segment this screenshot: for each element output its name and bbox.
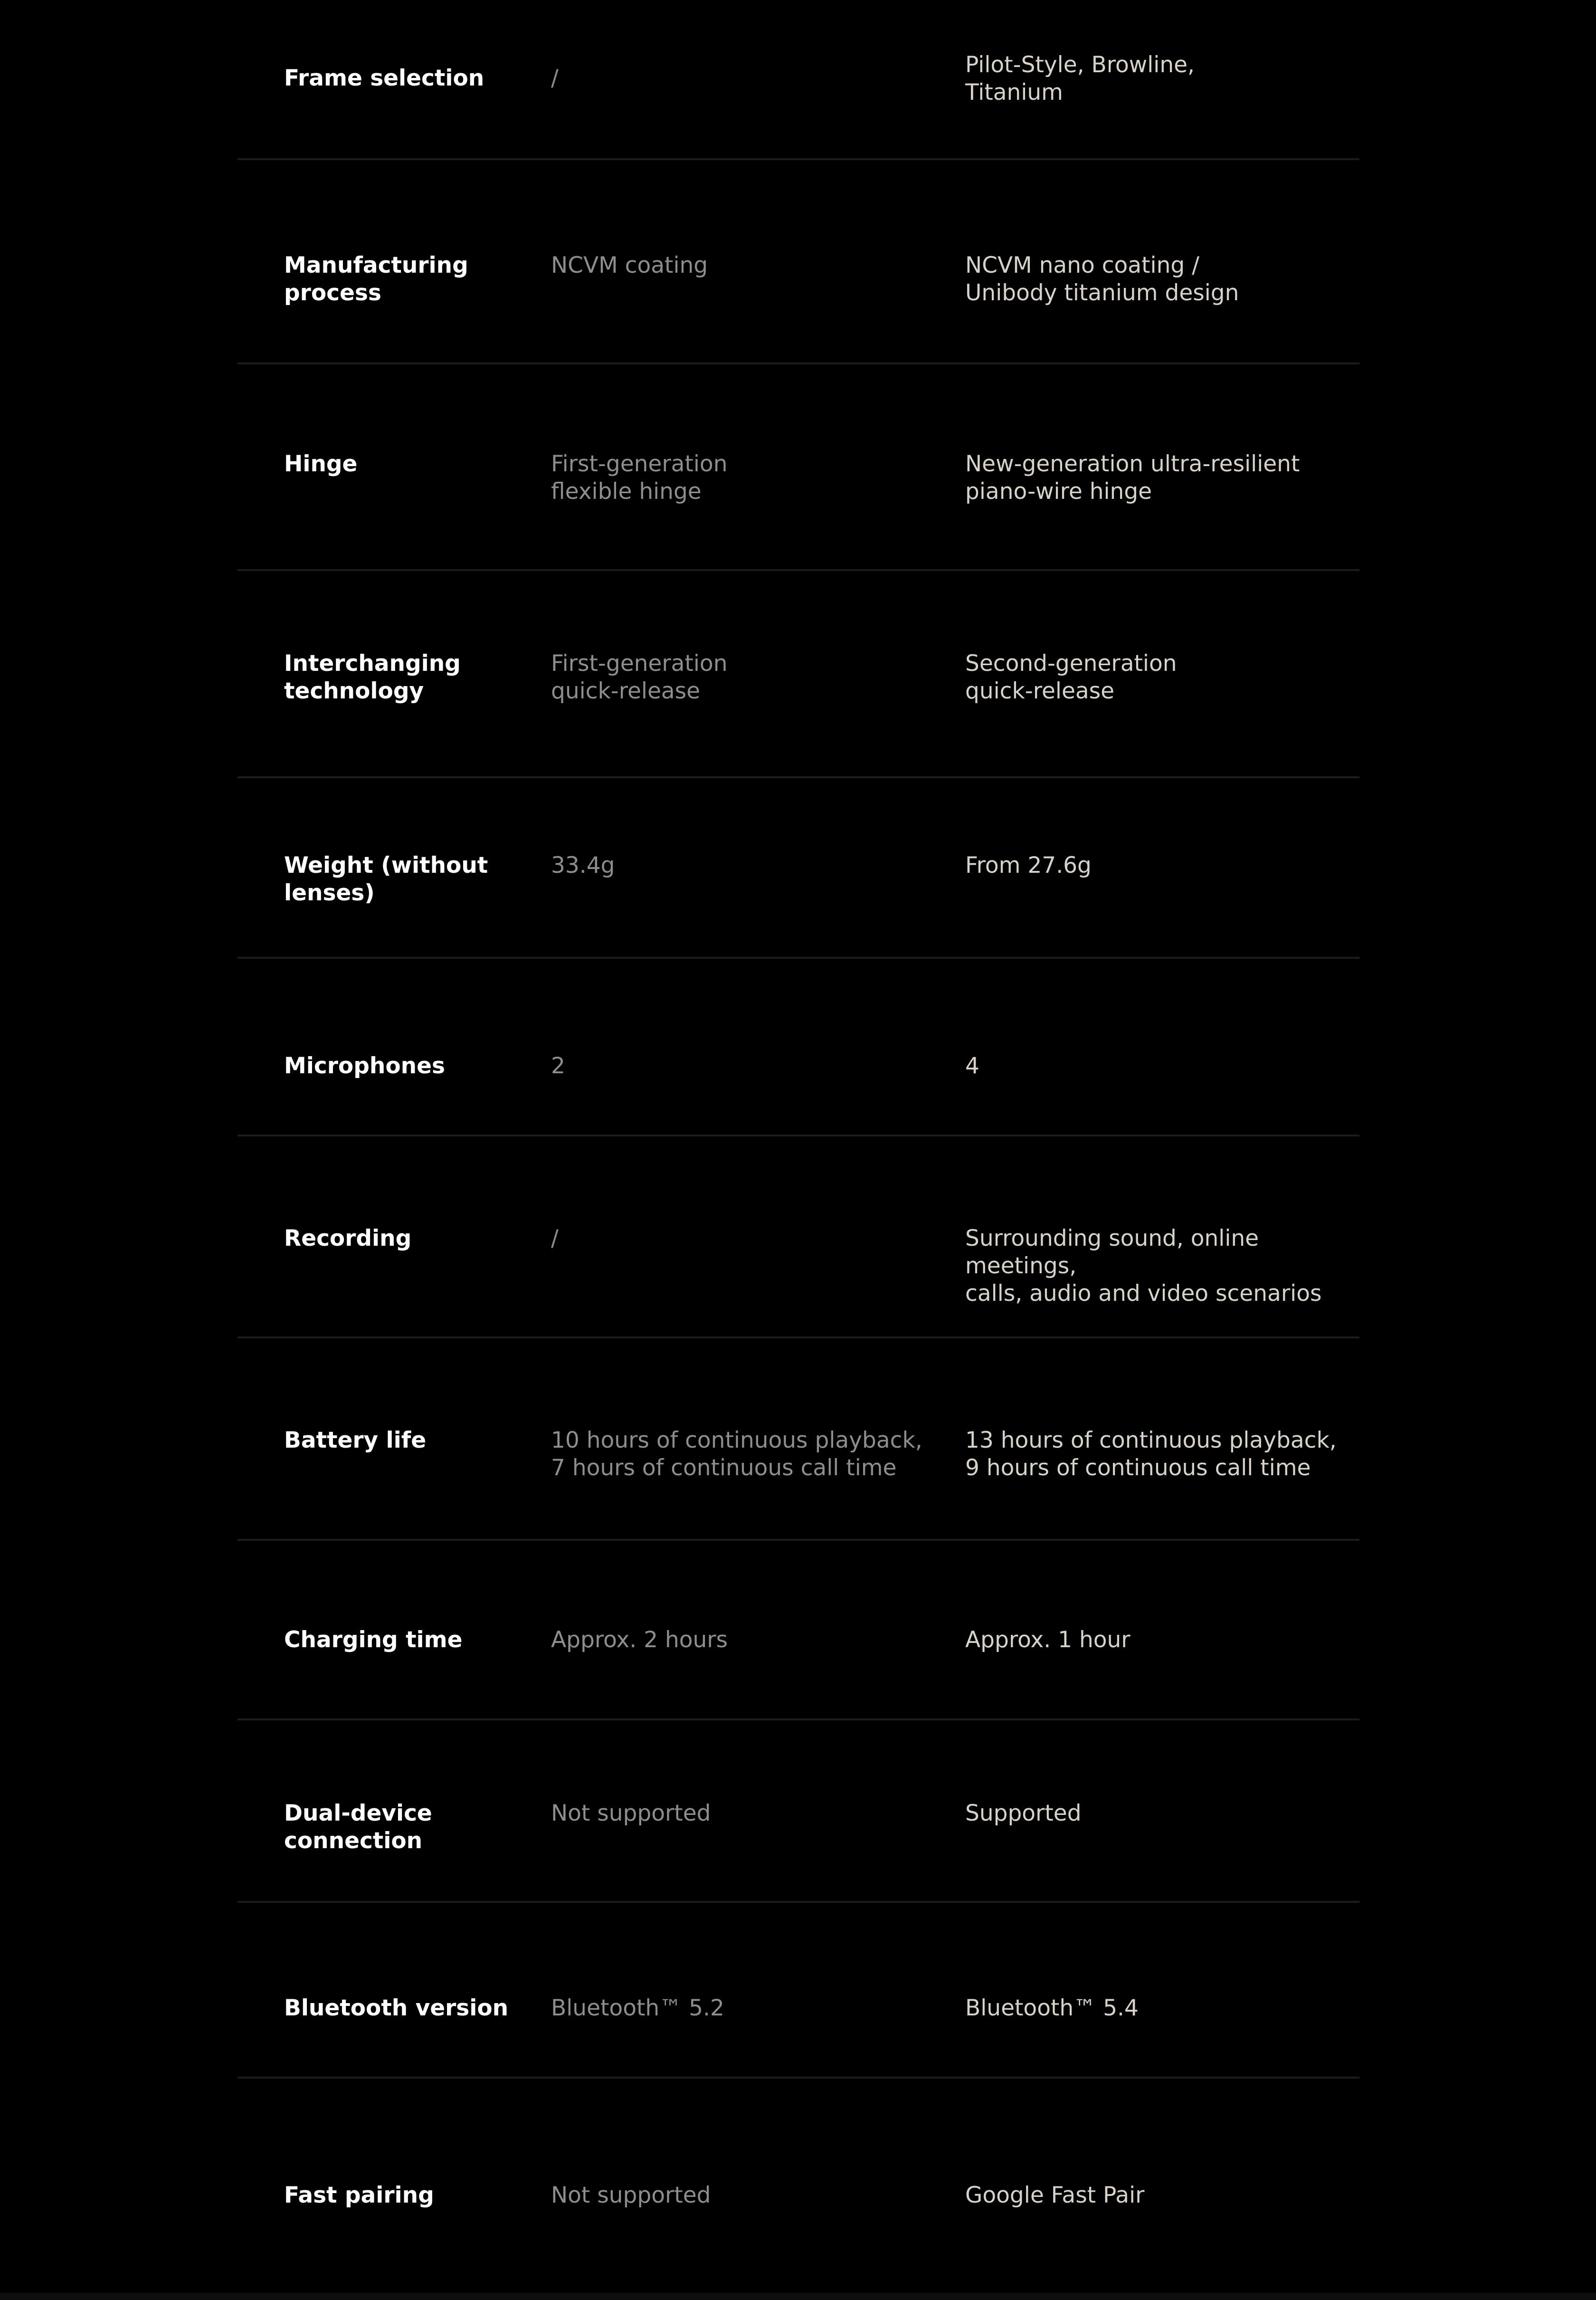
spec-value-gen2: Supported [965,1800,1082,1826]
spec-row-charging-time [238,1541,1359,1720]
spec-value-gen1: / [551,65,559,91]
spec-label: Manufacturing process [284,252,468,306]
spec-label: Fast pairing [284,2182,434,2208]
spec-row-dual-device-connection [238,1720,1359,1903]
spec-label: Battery life [284,1427,427,1453]
spec-label: Microphones [284,1053,445,1079]
spec-value-gen1: Approx. 2 hours [551,1627,728,1653]
spec-value-gen2: New-generation ultra-resilient piano-wire hinge [965,451,1300,505]
spec-value-gen1: Not supported [551,2182,711,2208]
spec-value-gen1: / [551,1225,559,1251]
spec-value-gen1: First-generation flexible hinge [551,451,728,505]
spec-value-gen2: Approx. 1 hour [965,1627,1130,1653]
spec-value-gen2: 4 [965,1053,979,1079]
spec-row-bluetooth-version [238,1903,1359,2079]
spec-value-gen2: Pilot-Style, Browline, Titanium [965,52,1195,105]
spec-value-gen1: NCVM coating [551,252,708,278]
spec-value-gen2: Surrounding sound, online meetings, calls, audio and video scenarios [965,1225,1322,1307]
spec-value-gen2: Google Fast Pair [965,2182,1145,2208]
spec-label: Interchanging technology [284,650,461,704]
page-bottom-edge [0,2293,1596,2300]
spec-row-fast-pairing [238,2079,1359,2297]
spec-value-gen1: Not supported [551,1800,711,1826]
spec-row-frame-selection [238,0,1359,160]
spec-label: Bluetooth version [284,1995,509,2021]
spec-value-gen2: From 27.6g [965,852,1092,878]
spec-value-gen2: 13 hours of continuous playback, 9 hours of continuous call time [965,1427,1337,1481]
spec-value-gen2: Bluetooth™ 5.4 [965,1995,1139,2021]
spec-value-gen2: Second-generation quick-release [965,650,1177,704]
spec-label: Frame selection [284,65,484,91]
spec-row-interchanging-technology [238,571,1359,778]
spec-row-manufacturing-process [238,160,1359,364]
spec-label: Weight (without lenses) [284,852,488,906]
spec-value-gen1: 2 [551,1053,565,1079]
spec-comparison-table [238,0,1359,2297]
spec-row-battery-life [238,1338,1359,1541]
spec-value-gen1: 10 hours of continuous playback, 7 hours of continuous call time [551,1427,922,1481]
spec-value-gen1: 33.4g [551,852,615,878]
spec-label: Charging time [284,1627,463,1653]
spec-label: Dual-device connection [284,1800,432,1854]
spec-row-microphones [238,959,1359,1136]
spec-label: Recording [284,1225,412,1251]
spec-value-gen1: Bluetooth™ 5.2 [551,1995,724,2021]
spec-row-hinge [238,364,1359,571]
spec-value-gen2: NCVM nano coating / Unibody titanium design [965,252,1239,306]
spec-label: Hinge [284,451,358,477]
spec-row-weight [238,778,1359,959]
spec-row-recording [238,1136,1359,1338]
spec-value-gen1: First-generation quick-release [551,650,728,704]
